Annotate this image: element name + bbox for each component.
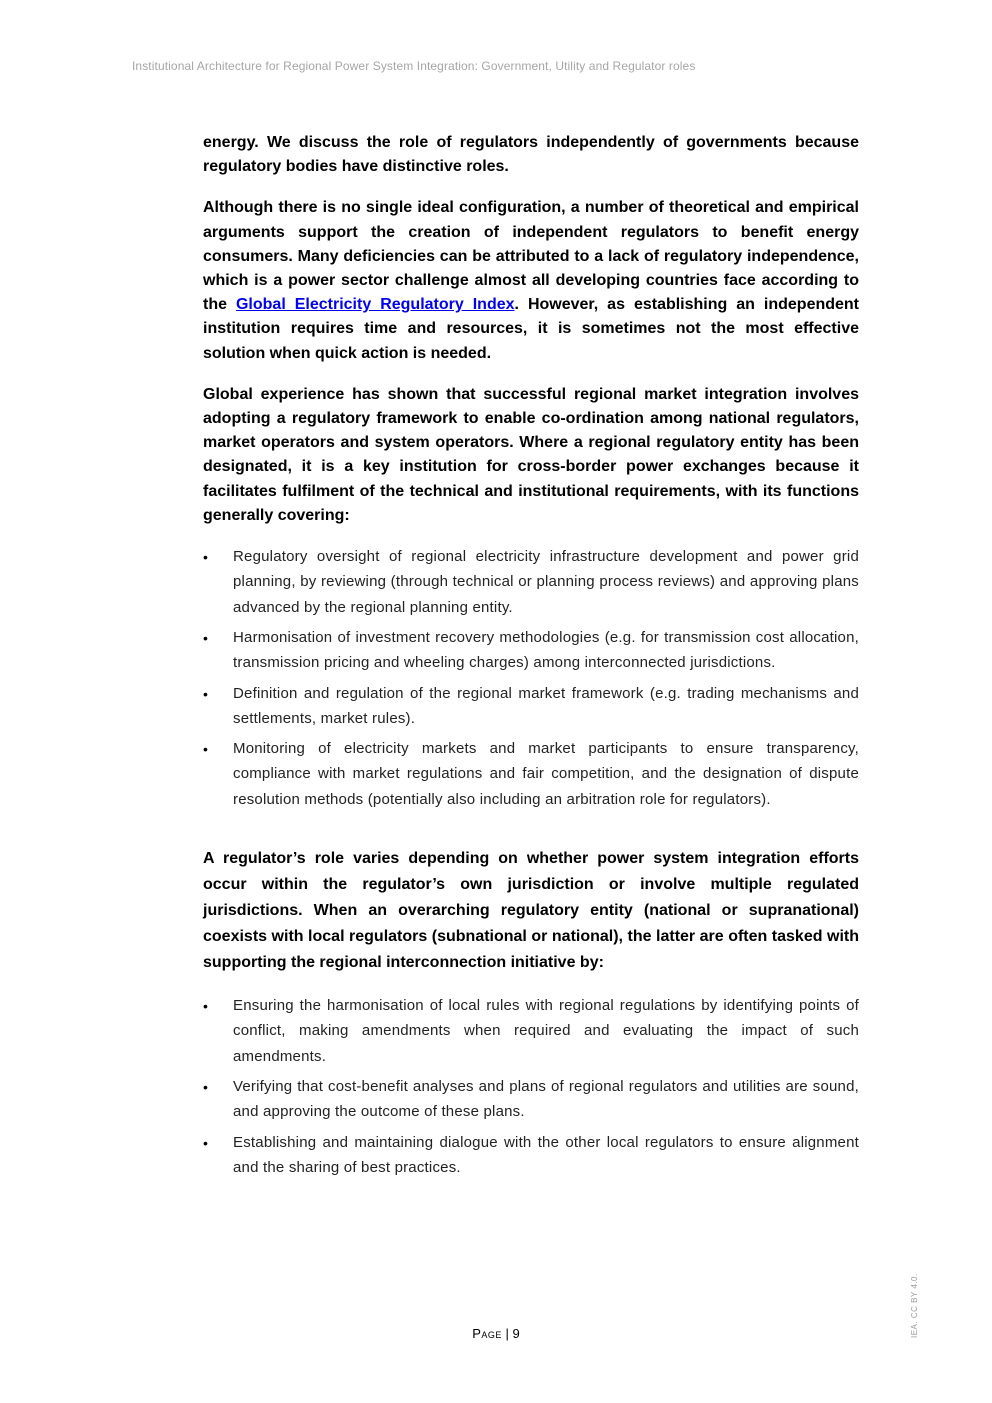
license-notice: IEA. CC BY 4.0. [910, 1273, 919, 1338]
paragraph-regional-integration: Global experience has shown that successful regional market integration involves adopting a regulatory framework to enable co-ordination among national regulators, market operators and system operators. Where a regional regulatory entity has been designated, it is a key institution for cross-border power exchanges because it facilitates fulfilment of the technical and institutional requirements, with its functions generally covering: [203, 385, 859, 524]
bullet-icon: • [203, 629, 209, 646]
page-content [203, 131, 859, 1185]
paragraph-intro: energy. We discuss the role of regulators independently of governments because regulatory bodies have distinctive roles. [203, 134, 859, 176]
page-number-value: 9 [512, 1326, 520, 1341]
bullet-icon: • [203, 1134, 209, 1151]
bullet-icon: • [203, 741, 209, 758]
bullet-icon: • [203, 998, 209, 1015]
paragraph-regulator-role: A regulator’s role varies depending on whether power system integration efforts occur within the regulator’s own jurisdiction or involve multiple regulated jurisdictions. When an overarching regulatory entity (national or supranational) coexists with local regulators (subnational or national), the latter are often tasked with supporting the regional interconnection initiative by: [203, 850, 859, 972]
page-label: Page [472, 1326, 502, 1341]
list-item-text: Harmonisation of investment recovery methodologies (e.g. for transmission cost allocation, transmission pricing and wheeling charges) among interconnected jurisdictions. [233, 628, 859, 672]
list-item [203, 544, 859, 620]
bullet-icon: • [203, 549, 209, 566]
paragraph-independence [203, 196, 859, 365]
bullet-icon: • [203, 1078, 209, 1095]
global-electricity-regulatory-index-link[interactable]: Global Electricity Regulatory Index [235, 296, 515, 314]
running-header: Institutional Architecture for Regional Power System Integration: Government, Utility and Regulator roles [132, 59, 696, 73]
list-item-text: Establishing and maintaining dialogue with the other local regulators to ensure alignment and the sharing of best practices. [233, 1133, 859, 1176]
list-item [203, 681, 859, 732]
list-item [203, 736, 859, 812]
page-number [0, 1326, 992, 1341]
page-separator: | [501, 1326, 513, 1341]
list-item-text: Monitoring of electricity markets and market participants to ensure transparency, compliance with market regulations and fair competition, and the designation of dispute resolution methods (potentially also including an arbitration role for regulators). [233, 740, 859, 808]
paragraph-text-before-link: Although there is no single ideal configuration, a number of theoretical and empirical arguments support the creation of independent regulators to benefit energy consumers. Many deficiencies can be attributed to a lack of regulatory independence, which is a power sector challenge almost all developing countries face according to the [203, 199, 859, 314]
list-item [203, 1074, 859, 1125]
list-item-text: Ensuring the harmonisation of local rules with regional regulations by identifying points of conflict, making amendments when required and evaluating the impact of such amendments. [233, 997, 859, 1065]
list-item-text: Definition and regulation of the regional market framework (e.g. trading mechanisms and settlements, market rules). [233, 684, 859, 727]
list-item-text: Regulatory oversight of regional electricity infrastructure development and power grid planning, by reviewing (through technical or planning process reviews) and approving plans advanced by the regional planning entity. [233, 548, 859, 616]
list-item-text: Verifying that cost-benefit analyses and plans of regional regulators and utilities are sound, and approving the outcome of these plans. [233, 1077, 859, 1121]
bullet-icon: • [203, 685, 209, 702]
local-regulator-tasks-list [203, 993, 859, 1180]
list-item [203, 1130, 859, 1181]
list-item [203, 993, 859, 1069]
paragraph-text-after-link: . However, as establishing an independent institution requires time and resources, it is sometimes not the most effective solution when quick action is needed. [203, 296, 860, 362]
functions-list [203, 544, 859, 812]
list-item [203, 625, 859, 676]
